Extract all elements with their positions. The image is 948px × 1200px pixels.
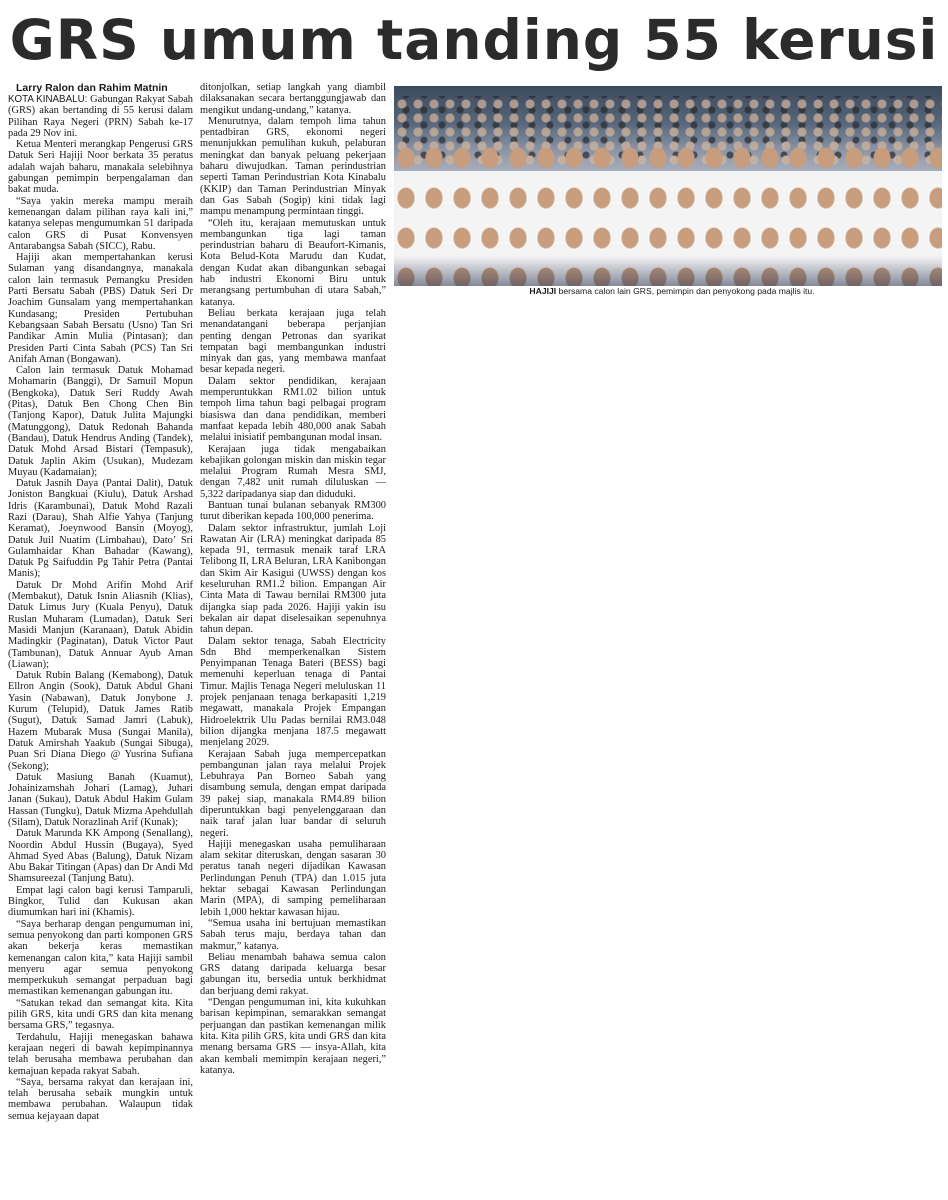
photo-caption-lead: HAJIJI — [529, 286, 557, 296]
article-paragraph: “Semua usaha ini bertujuan memastikan Sabah terus maju, berdaya tahan dan makmur,” katanya. — [200, 917, 386, 952]
article-column-1 — [8, 82, 193, 1198]
dateline: KOTA KINABALU: — [8, 94, 91, 105]
article-paragraph: Datuk Rubin Balang (Kemabong), Datuk Ellron Angin (Sook), Datuk Abdul Ghani Yasin (Nabawan), Datuk Jonybone J. Kurum (Telupid), Datuk James Ratib (Sugut), Datuk Samad Jamri (Labuk), Hazem Mubarak Musa (Sungai Manila), Datuk Amirshah Yaakub (Sungai Sibuga), Puan Sri Diana Diego @ Yusrina Sufiana (Sekong); — [8, 670, 193, 772]
article-paragraph: Calon lain termasuk Datuk Mohamad Mohamarin (Banggi), Dr Samuil Mopun (Bengkoka), Datuk Seri Ruddy Awah (Pitas), Datuk Ben Chong Chen Bin (Tanjong Kapor), Datuk Julita Majungki (Matunggong), Datuk Redonah Bahanda (Bandau), Datuk Hendrus Anding (Tandek), Datuk Mohd Arsad Bistari (Tempasuk), Datuk Japlin Akim (Usukan), Mudezam Muyau (Kadamaian); — [8, 365, 193, 478]
article-paragraph: “Saya yakin mereka mampu meraih kemenangan dalam pilihan raya kali ini,” katanya selepas mengumumkan 51 daripada calon GRS di Pusat Konvensyen Antarabangsa Sabah (SICC), Rabu. — [8, 195, 193, 252]
article-paragraph: Beliau berkata kerajaan juga telah menandatangani beberapa perjanjian penting dengan Petronas dan syarikat tempatan bagi membangunkan industri minyak dan gas, yang membawa manfaat besar kepada negeri. — [200, 307, 386, 376]
article-paragraph — [8, 94, 193, 139]
article-paragraph: Bantuan tunai bulanan sebanyak RM300 turut diberikan kepada 100,000 penerima. — [200, 499, 386, 523]
article-paragraph: Ketua Menteri merangkap Pengerusi GRS Datuk Seri Hajiji Noor berkata 35 peratus adalah wajah baharu, manakala selebihnya gabungan pemimpin berpengalaman dan bakat muda. — [8, 139, 193, 196]
article-paragraph: Dalam sektor pendidikan, kerajaan memperuntukkan RM1.02 bilion untuk tempoh lima tahun bagi pelbagai program biasiswa dan dana pendidikan, memberi manfaat kepada lebih 480,000 anak Sabah melalui inisiatif pembangunan modal insan. — [200, 375, 386, 444]
article-paragraph: Beliau menambah bahawa semua calon GRS datang daripada keluarga besar gabungan itu, bersedia untuk berkhidmat dan berjuang demi rakyat. — [200, 951, 386, 997]
photo-caption-text: bersama calon lain GRS, pemimpin dan penyokong pada majlis itu. — [558, 286, 815, 296]
photo-shade — [394, 256, 942, 286]
article-paragraph: Dalam sektor infrastruktur, jumlah Loji Rawatan Air (LRA) meningkat daripada 85 kepada 91, termasuk menaik taraf LRA Telibong II, LRA Beluran, LRA Kanibongan dan Skim Air Kasigui (UWSS) dengan kos keseluruhan RM1.2 bilion. Empangan Air Cinta Mata di Tawau bernilai RM300 juta dijangka siap pada 2026. Hajiji yakin isu bekalan air dapat diselesaikan sepenuhnya tahun depan. — [200, 522, 386, 636]
article-paragraph: “Saya berharap dengan pengumuman ini, semua penyokong dan parti komponen GRS akan bekerja keras memastikan kemenangan calon kita,” kata Hajiji sambil menyeru agar semua penyokong memperkukuh semangat perpaduan bagi memastikan kemenangan gabungan itu. — [8, 918, 193, 998]
article-paragraph: Kerajaan juga tidak mengabaikan kebajikan golongan miskin dan miskin tegar melalui Program Rumah Mesra SMJ, dengan 7,482 unit rumah diluluskan — 5,322 daripadanya siap dan diduduki. — [200, 443, 386, 500]
column-2-body — [200, 82, 386, 1076]
paragraph-text: Gabungan Rakyat Sabah (GRS) akan bertanding di 55 kerusi dalam Pilihan Raya Negeri (PRN) Sabah ke-17 pada 29 Nov ini. — [8, 94, 193, 139]
article-paragraph: “Dengan pengumuman ini, kita kukuhkan barisan kepimpinan, semarakkan semangat perjuangan dan pastikan kemenangan milik kita. Kita pilih GRS, kita undi GRS dan kita menang bersama GRS — insya-Allah, kita akan kembali memimpin kerajaan negeri,” katanya. — [200, 997, 386, 1076]
article-paragraph: Empat lagi calon bagi kerusi Tamparuli, Bingkor, Tulid dan Kukusan akan diumumkan hari ini (Khamis). — [8, 884, 193, 919]
article-paragraph: Datuk Marunda KK Ampong (Senallang), Noordin Abdul Hussin (Bugaya), Syed Ahmad Syed Abas (Balung), Datuk Nizam Abu Bakar Titingan (Apas) dan Dr Andi Md Shamsureezal (Tanjung Batu). — [8, 828, 193, 885]
column-1-body — [8, 94, 193, 1122]
article-paragraph: Datuk Dr Mohd Arifin Mohd Arif (Membakut), Datuk Isnin Aliasnih (Klias), Datuk Limus Jury (Kuala Penyu), Datuk Ruslan Muharam (Lumadan), Datuk Seri Masidi Manjun (Karanaan), Datuk Abidin Madingkir (Paginatan), Datuk Victor Paut (Tambunan), Datuk Annuar Ayub Aman (Liawan); — [8, 579, 193, 670]
byline: Larry Ralon dan Rahim Matnin — [16, 82, 168, 94]
article-column-2 — [200, 82, 386, 1198]
photo-block — [394, 86, 942, 1196]
group-photo — [394, 86, 942, 286]
article-paragraph: ditonjolkan, setiap langkah yang diambil dilaksanakan secara bertanggungjawab dan mengikut undang-undang,” katanya. — [200, 82, 386, 116]
article-paragraph: “Oleh itu, kerajaan memutuskan untuk membangunkan tiga lagi taman perindustrian baharu di Beaufort-Kimanis, Kota Belud-Kota Marudu dan Kudat, dengan Kudat akan dibangunkan sebagai hab industri Ekonomi Biru untuk merangsang pertumbuhan di utara Sabah,” katanya. — [200, 217, 386, 308]
article-paragraph: Menurutnya, dalam tempoh lima tahun pentadbiran GRS, ekonomi negeri menunjukkan pemulihan kukuh, pelaburan meningkat dan banyak peluang pekerjaan baharu diwujudkan. Taman perindustrian seperti Taman Perindustrian Kota Kinabalu (KKIP) dan Taman Perindustrian Minyak dan Gas Sabah (Sogip) kini tidak lagi mampu menampung permintaan tinggi. — [200, 115, 386, 218]
article-paragraph: “Satukan tekad dan semangat kita. Kita pilih GRS, kita undi GRS dan kita menang bersama GRS,” tegasnya. — [8, 997, 193, 1032]
photo-caption — [394, 286, 942, 297]
article-paragraph: Datuk Jasnih Daya (Pantai Dalit), Datuk Joniston Bangkuai (Kiulu), Datuk Arshad Idris (Karambunai), Datuk Mohd Razali Razi (Darau), Shah Alfie Yahya (Tanjung Keramat), Joeynwood Bansin (Moyog), Datuk Juil Nuatim (Limbahau), Dato’ Sri Gulamhaidar Khan Bahadar (Kawang), Datuk Pg Saifuddin Pg Tahir Petra (Pantai Manis); — [8, 478, 193, 580]
article-paragraph: Kerajaan Sabah juga mempercepatkan pembangunan jalan raya melalui Projek Lebuhraya Pan Borneo Sabah yang disambung semula, dengan empat daripada 39 pakej siap, manakala RM4.89 bilion diperuntukkan bagi penyelenggaraan dan naik taraf jalan luar bandar di seluruh negeri. — [200, 748, 386, 839]
article-paragraph: Terdahulu, Hajiji menegaskan bahawa kerajaan negeri di bawah kepimpinannya telah berusaha membawa perubahan dan kemajuan kepada rakyat Sabah. — [8, 1031, 193, 1077]
article-paragraph: Hajiji menegaskan usaha pemuliharaan alam sekitar diteruskan, dengan sasaran 30 peratus tanah negeri dijadikan Kawasan Perlindungan Penuh (TPA) dan 1.015 juta hektar sebagai Kawasan Perlindungan Marin (MPA), di samping pemeliharaan lebih 1,000 hektar kawasan hijau. — [200, 838, 386, 918]
headline: GRS umum tanding 55 kerusi — [9, 8, 939, 72]
article-paragraph: Datuk Masiung Banah (Kuamut), Johainizamshah Johari (Lamag), Juhari Janan (Sukau), Datuk Abdul Hakim Gulam Hassan (Tungku), Datuk Mizma Apehdullah (Silam), Datuk Norazlinah Arif (Kunak); — [8, 771, 193, 828]
article-paragraph: “Saya, bersama rakyat dan kerajaan ini, telah berusaha sebaik mungkin untuk membawa perubahan. Walaupun tidak semua kejayaan dapat — [8, 1076, 193, 1122]
article-paragraph: Dalam sektor tenaga, Sabah Electricity Sdn Bhd memperkenalkan Sistem Penyimpanan Tenaga Bateri (BESS) bagi memenuhi keperluan tenaga di Pantai Timur. Majlis Tenaga Negeri meluluskan 11 projek penjanaan tenaga berkapasiti 1,219 megawatt, manakala Projek Empangan Hidroelektrik Ulu Padas bernilai RM3.048 bilion dijangka menjana 187.5 megawatt menjelang 2029. — [200, 635, 386, 749]
article-paragraph: Hajiji akan mempertahankan kerusi Sulaman yang disandangnya, manakala calon lain termasuk Pemangku Presiden Parti Bersatu Sabah (PBS) Datuk Seri Dr Joachim Gunsalam yang mempertahankan Kundasang; Presiden Pertubuhan Kebangsaan Sabah Bersatu (Usno) Tan Sri Pandikar Amin Mulia (Pintasan); dan Presiden Parti Cinta Sabah (PCS) Tan Sri Anifah Aman (Bongawan). — [8, 252, 193, 365]
